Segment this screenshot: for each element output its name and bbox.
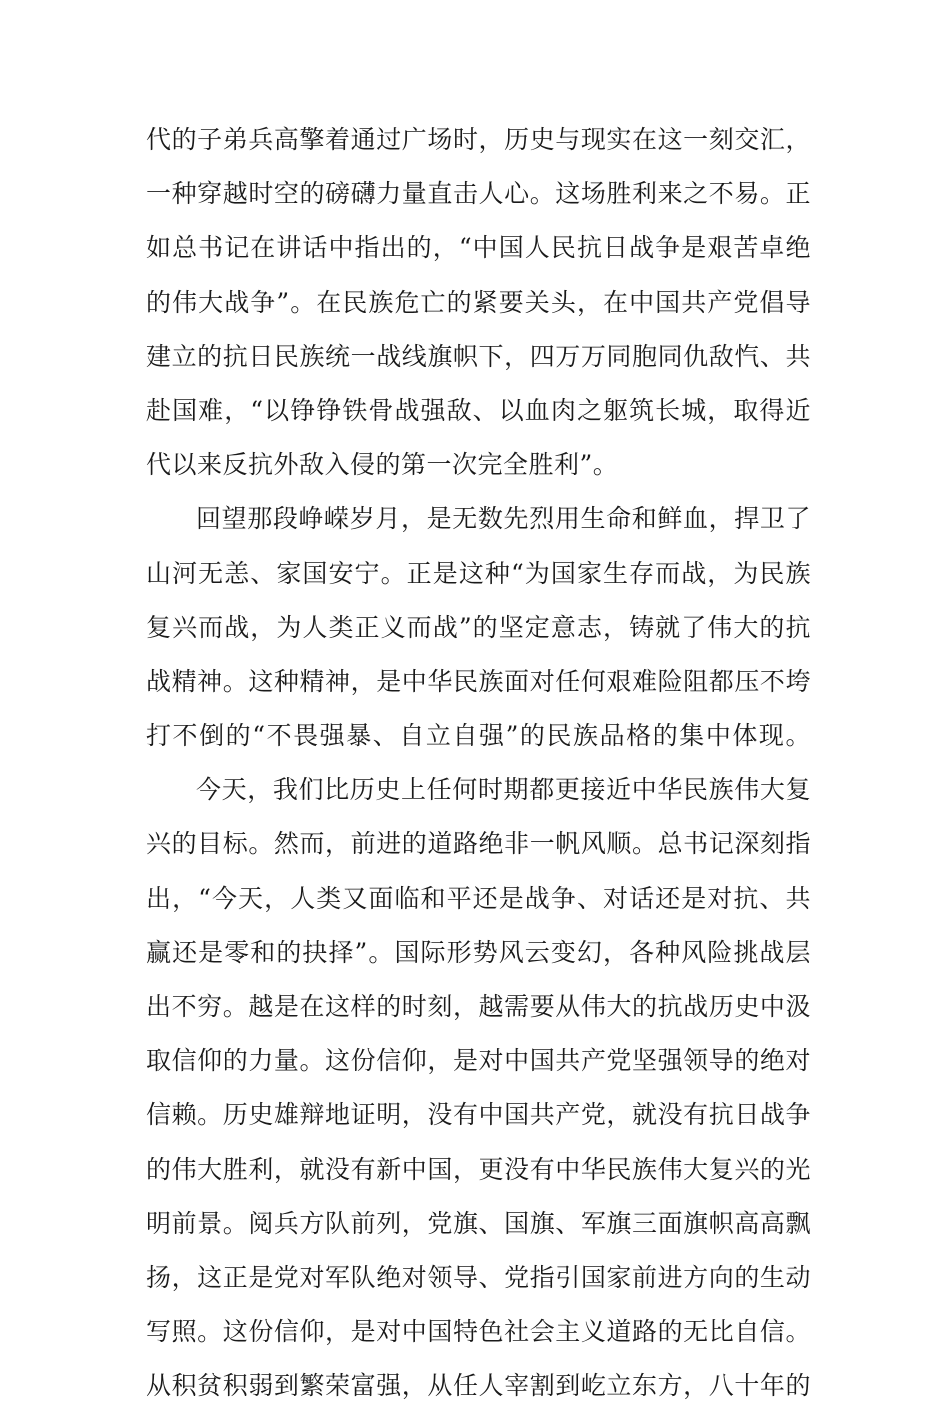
- text-line: 写照。这份信仰，是对中国特色社会主义道路的无比自信。: [146, 1317, 811, 1347]
- text-line: 从积贫积弱到繁荣富强，从任人宰割到屹立东方，八十年的: [146, 1371, 811, 1401]
- text-line: 的伟大战争”。在民族危亡的紧要关头，在中国共产党倡导: [146, 287, 811, 317]
- paragraph-first-line: 回望那段峥嵘岁月，是无数先烈用生命和鲜血，捍卫了: [196, 504, 811, 534]
- text-line: 代的子弟兵高擎着通过广场时，历史与现实在这一刻交汇，: [146, 125, 811, 154]
- text-line: 一种穿越时空的磅礴力量直击人心。这场胜利来之不易。正: [146, 179, 811, 209]
- text-line: 如总书记在讲话中指出的，“中国人民抗日战争是艰苦卓绝: [146, 233, 811, 263]
- text-line: 战精神。这种精神，是中华民族面对任何艰难险阻都压不垮: [146, 666, 811, 696]
- text-line: 赴国难，“以铮铮铁骨战强敌、以血肉之躯筑长城，取得近: [146, 395, 811, 425]
- text-line: 赢还是零和的抉择”。国际形势风云变幻，各种风险挑战层: [146, 937, 811, 967]
- text-line: 出不穷。越是在这样的时刻，越需要从伟大的抗战历史中汲: [146, 992, 811, 1021]
- text-line: 代以来反抗外敌入侵的第一次完全胜利”。: [146, 450, 619, 480]
- text-line: 建立的抗日民族统一战线旗帜下，四万万同胞同仇敌忾、共: [146, 341, 811, 371]
- paragraph-first-line: 今天，我们比历史上任何时期都更接近中华民族伟大复: [196, 775, 811, 805]
- text-line: 取信仰的力量。这份信仰，是对中国共产党坚强领导的绝对: [146, 1046, 811, 1076]
- text-line: 复兴而战，为人类正义而战”的坚定意志，铸就了伟大的抗: [146, 612, 811, 642]
- body-text: [146, 113, 811, 1414]
- text-line: 出，“今天，人类又面临和平还是战争、对话还是对抗、共: [146, 883, 811, 913]
- text-line: 兴的目标。然而，前进的道路绝非一帆风顺。总书记深刻指: [146, 829, 811, 859]
- text-line: 山河无恙、家国安宁。正是这种“为国家生存而战，为民族: [146, 558, 811, 588]
- text-line: 打不倒的“不畏强暴、自立自强”的民族品格的集中体现。: [146, 721, 811, 751]
- text-line: 信赖。历史雄辩地证明，没有中国共产党，就没有抗日战争: [146, 1100, 811, 1130]
- text-line: 的伟大胜利，就没有新中国，更没有中华民族伟大复兴的光: [146, 1154, 811, 1184]
- text-line: 明前景。阅兵方队前列，党旗、国旗、军旗三面旗帜高高飘: [146, 1208, 811, 1238]
- text-line: 扬，这正是党对军队绝对领导、党指引国家前进方向的生动: [146, 1262, 811, 1292]
